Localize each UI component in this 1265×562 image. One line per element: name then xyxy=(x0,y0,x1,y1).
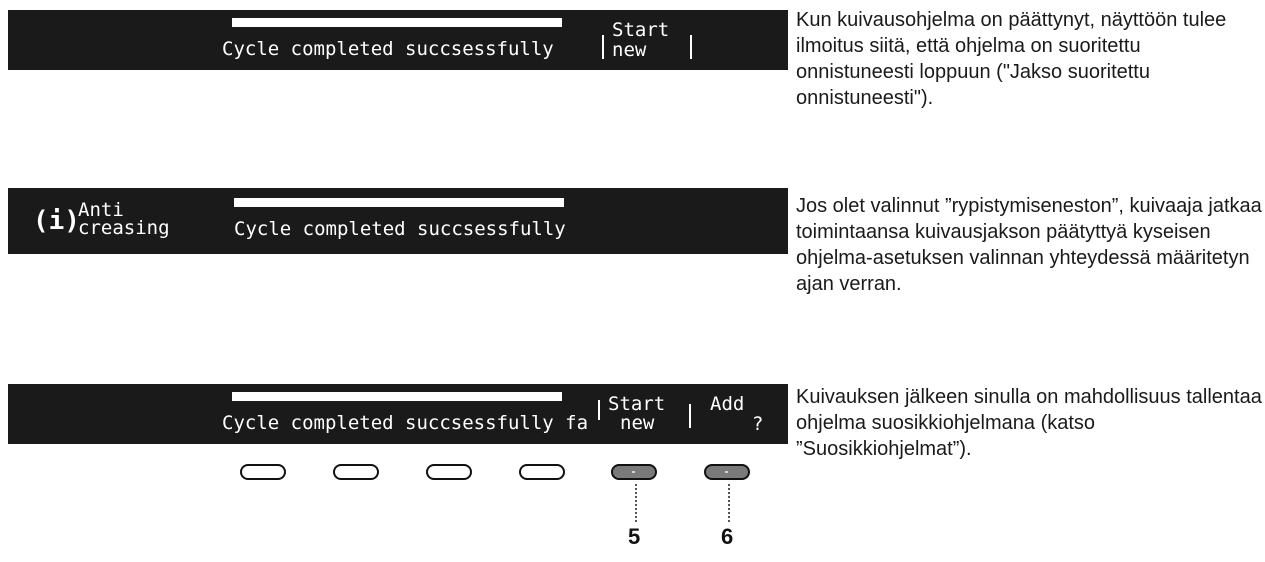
control-button-3[interactable] xyxy=(426,464,472,480)
description-3: Kuivauksen jälkeen sinulla on mahdollisuus tallentaa ohjelma suosikkiohjelmana (katso ”Suosikkiohjelmat”). xyxy=(796,386,1262,460)
cycle-message: Cycle completed succsessfully xyxy=(234,218,566,240)
control-button-1[interactable] xyxy=(240,464,286,480)
add-favourite-button[interactable] xyxy=(704,464,750,480)
description-2: Jos olet valinnut ”rypistymiseneston”, kuivaaja jatkaa toimintaansa kuivausjakson päätyttyä kyseisen ohjelma-asetuksen valinnan yhteydessä määritetyn ajan verran. xyxy=(796,195,1262,295)
anti-creasing-line2: creasing xyxy=(78,217,170,239)
callout-label-6: 6 xyxy=(721,524,734,549)
separator xyxy=(598,400,600,420)
description-1: Kun kuivausohjelma on päättynyt, näyttöön tulee ilmoitus siitä, että ohjelma on suoritettu onnistuneesti loppuun ("Jakso suoritettu onnistuneesti"). xyxy=(796,9,1227,109)
info-icon: (i) xyxy=(33,206,80,236)
cycle-message: Cycle completed succsessfully fa xyxy=(222,412,589,434)
control-button-4[interactable] xyxy=(519,464,565,480)
cycle-message: Cycle completed succsessfully xyxy=(222,38,554,60)
add-favourite-line2: ? xyxy=(752,413,764,435)
start-new-line1: Start xyxy=(612,19,670,41)
callout-label-5: 5 xyxy=(628,524,641,549)
add-favourite-line1: Add xyxy=(710,393,745,415)
callout-line-6 xyxy=(728,484,730,522)
separator xyxy=(690,35,692,59)
display-save-favourite xyxy=(8,384,788,444)
callout-line-5 xyxy=(635,484,637,522)
separator xyxy=(689,404,691,428)
start-new-button[interactable] xyxy=(611,464,657,480)
progress-bar xyxy=(234,198,564,207)
progress-bar xyxy=(232,18,562,27)
separator xyxy=(602,35,604,59)
start-new-line1: Start xyxy=(608,393,666,415)
control-button-2[interactable] xyxy=(333,464,379,480)
start-new-line2: new xyxy=(620,412,655,434)
start-new-line2: new xyxy=(612,39,647,61)
display-anti-creasing xyxy=(8,188,788,254)
progress-bar xyxy=(232,392,562,401)
anti-creasing-line1: Anti xyxy=(78,199,124,221)
display-cycle-completed xyxy=(8,10,788,70)
